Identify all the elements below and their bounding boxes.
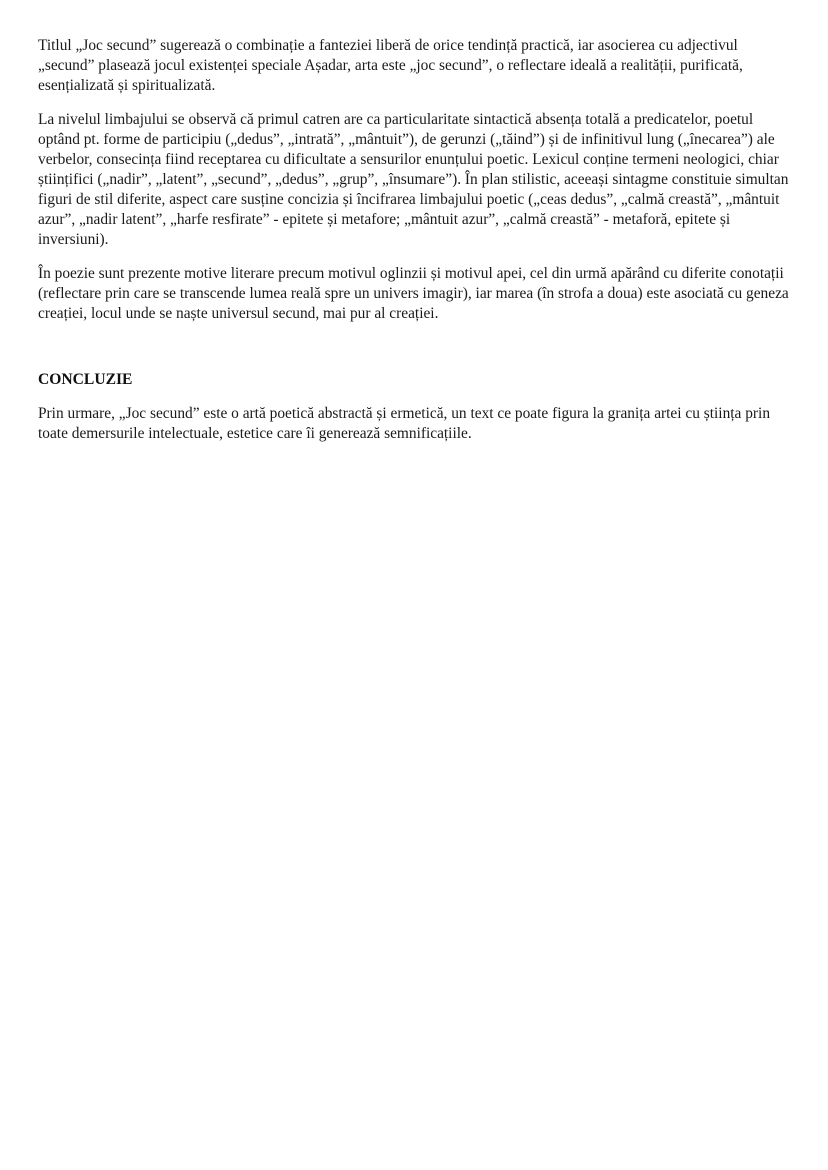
- document-page: [38, 36, 790, 458]
- paragraph-literary-motifs: În poezie sunt prezente motive literare precum motivul oglinzii și motivul apei, cel din urmă apărând cu diferite conotații (reflectare prin care se transcende lumea reală spre un univers imagir), iar marea (în strofa a doua) este asociată cu geneza creației, locul unde se naște universul secund, mai pur al creației.: [38, 265, 789, 322]
- conclusion-paragraph: Prin urmare, „Joc secund” este o artă poetică abstractă și ermetică, un text ce poate figura la granița artei cu știința prin toate demersurile intelectuale, estetice care îi generează semnificațiile.: [38, 405, 771, 442]
- conclusion-heading: CONCLUZIE: [38, 371, 133, 388]
- paragraph-language-analysis: La nivelul limbajului se observă că primul catren are ca particularitate sintactică absența totală a predicatelor, poetul optând pt. forme de participiu („dedus”, „intrată”, „mântuit”), de gerunzi („tăind”) și de infinitivul lung („înecarea”) ale verbelor, consecința fiind receptarea cu dificultate a sensurilor enunțului poetic. Lexicul conține termeni neologici, chiar științifici („nadir”, „latent”, „secund”, „dedus”, „grup”, „însumare”). În plan stilistic, aceeași sintagme constituie simultan figuri de stil diferite, aspect care susține concizia și încifrarea limbajului poetic („ceas dedus”, „calmă creastă”, „mântuit azur”, „nadir latent”, „harfe resfirate” - epitete și metafore; „mântuit azur”, „calmă creastă” - metaforă, epitete și inversiuni).: [38, 111, 789, 248]
- paragraph-title-analysis: Titlul „Joc secund” sugerează o combinație a fanteziei liberă de orice tendință practică, iar asocierea cu adjectivul „secund” plasează jocul existenței speciale Așadar, arta este „joc secund”, o reflectare ideală a realității, purificată, esențializată și spiritualizată.: [38, 37, 743, 94]
